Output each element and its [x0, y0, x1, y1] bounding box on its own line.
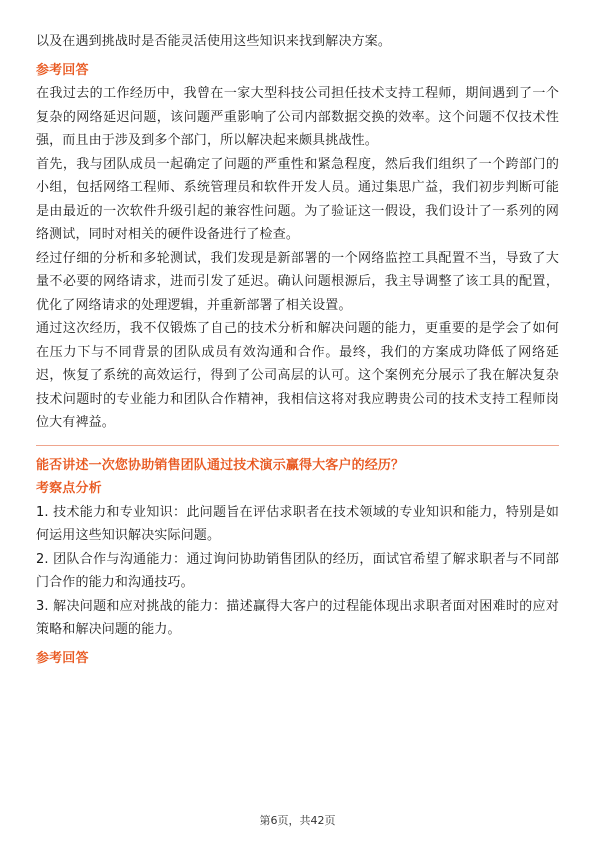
analysis-point: 3. 解决问题和应对挑战的能力：描述赢得大客户的过程能体现出求职者面对困难时的应对策略和解决问题的能力。: [36, 598, 559, 637]
analysis-point: 2. 团队合作与沟通能力：通过询问协助销售团队的经历，面试官希望了解求职者与不同部门合作的能力和沟通技巧。: [36, 551, 559, 590]
page-number: 第6页，共42页: [259, 814, 336, 827]
answer-paragraph: 在我过去的工作经历中，我曾在一家大型科技公司担任技术支持工程师，期间遇到了一个复杂的网络延迟问题，该问题严重影响了公司内部数据交换的效率。这个问题不仅技术性强，而且由于涉及到多个部门，所以解决起来颇具挑战性。: [36, 86, 559, 148]
intro-tail-text: 以及在遇到挑战时是否能灵活使用这些知识来找到解决方案。: [36, 34, 392, 49]
answer-heading: 参考回答: [36, 62, 89, 78]
answer-paragraph: 经过仔细的分析和多轮测试，我们发现是新部署的一个网络监控工具配置不当，导致了大量不必要的网络请求，进而引发了延迟。确认问题根源后，我主导调整了该工具的配置，优化了网络请求的处理逻辑，并重新部署了相关设置。: [36, 250, 559, 313]
answer-paragraph: 通过这次经历，我不仅锻炼了自己的技术分析和解决问题的能力，更重要的是学会了如何在压力下与不同背景的团队成员有效沟通和合作。最终，我们的方案成功降低了网络延迟，恢复了系统的高效运行，得到了公司高层的认可。这个案例充分展示了我在解决复杂技术问题时的专业能力和团队合作精神，我相信这将对我应聘贵公司的技术支持工程师岗位大有裨益。: [36, 321, 559, 430]
answer-paragraph: 首先，我与团队成员一起确定了问题的严重性和紧急程度，然后我们组织了一个跨部门的小组，包括网络工程师、系统管理员和软件开发人员。通过集思广益，我们初步判断可能是由最近的一次软件升级引起的兼容性问题。为了验证这一假设，我们设计了一系列的网络测试，同时对相关的硬件设备进行了检查。: [36, 156, 559, 242]
section-divider: [36, 445, 559, 446]
question-title: 能否讲述一次您协助销售团队通过技术演示赢得大客户的经历？: [36, 457, 405, 473]
analysis-heading: 考察点分析: [36, 481, 102, 496]
page-content: [36, 30, 559, 670]
analysis-point: 1. 技术能力和专业知识：此问题旨在评估求职者在技术领域的专业知识和能力，特别是如何运用这些知识解决实际问题。: [36, 504, 559, 543]
answer-heading: 参考回答: [36, 650, 89, 666]
